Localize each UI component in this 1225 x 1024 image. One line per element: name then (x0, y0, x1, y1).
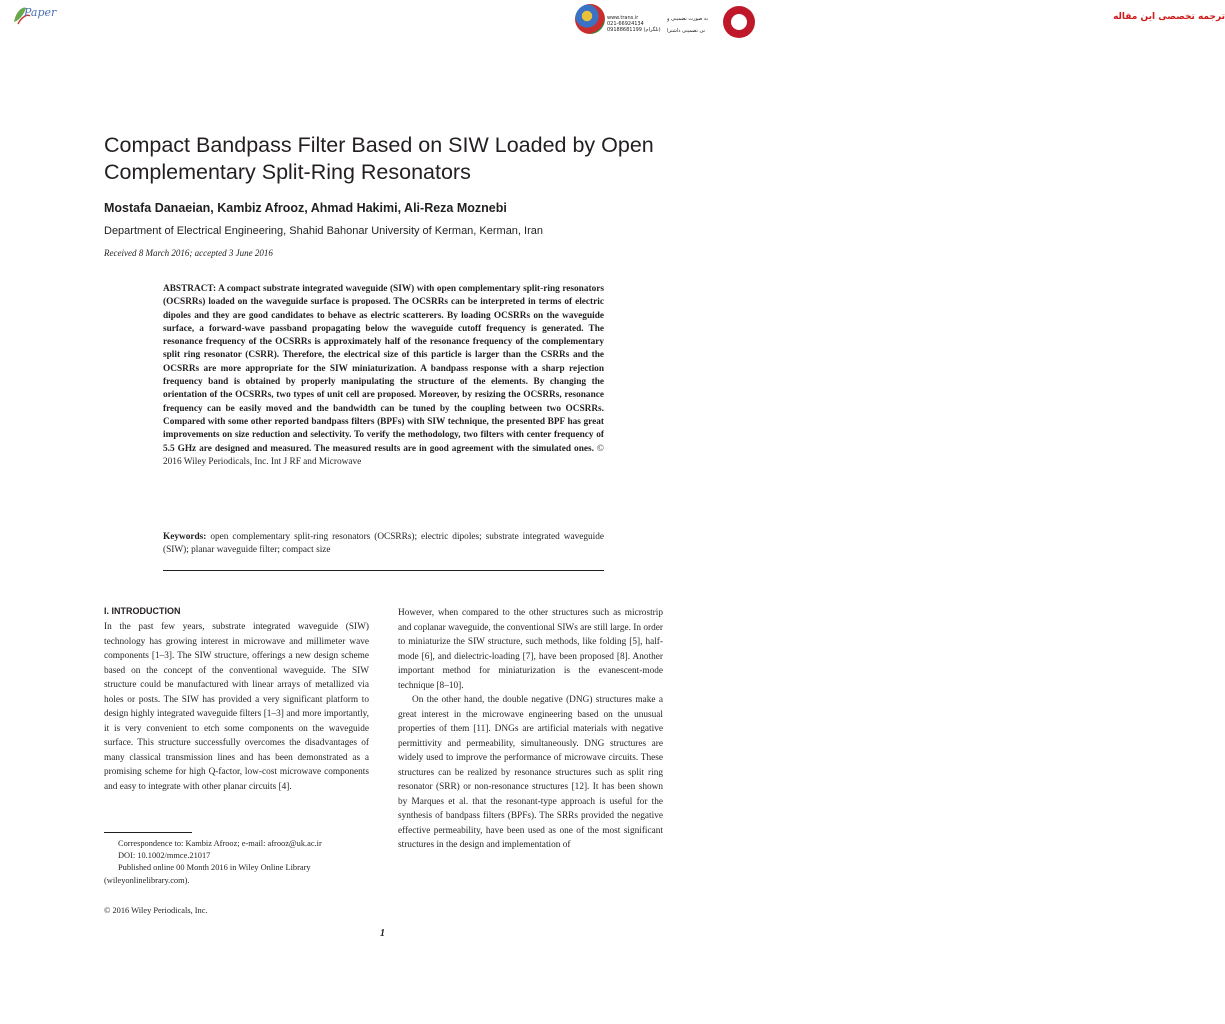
left-column (104, 620, 369, 794)
copyright: © 2016 Wiley Periodicals, Inc. (104, 906, 208, 915)
footnote-published: Published online 00 Month 2016 in Wiley Online Library (wileyonlinelibrary.com). (104, 863, 311, 885)
paragraph: In the past few years, substrate integrated waveguide (SIW) technology has growing interest in microwave and millimeter wave components [1–3]. The SIW structure, offerings a new design scheme based on the concept of the conventional waveguide. The SIW structure could be manufactured with linear arrays of metallized via holes or posts. The SIW has provided a very significant platform to design highly integrated waveguide filters [1–3] and more importantly, it is very convenient to etch some components on the waveguide surface. This structure successfully overcomes the disadvantages of many classical transmission lines and has been demonstrated as a promising scheme for high Q-factor, low-cost microwave components and easy to integrate with other planar circuits [4]. (104, 622, 369, 792)
translation-ad[interactable] (575, 2, 1225, 48)
abstract (163, 283, 604, 469)
paragraph: On the other hand, the double negative (DNG) structures make a great interest in the microwave engineering based on the unusual properties of them [11]. DNGs are artificial materials with negative permittivity and permeability, simultaneously. DNG structures are widely used to improve the performance of microwave circuits. These structures can be realized by resonance structures such as split ring resonator (SRR) or non-resonance structures [12]. It has been shown by Marques et al. that the resonant-type approach is useful for the synthesis of bandpass filters (BPFs). The SRRs provided the negative effective permeability, have been used as one of the most significant structures in the design and implementation of (398, 695, 663, 850)
received-dates: Received 8 March 2016; accepted 3 June 2016 (104, 248, 273, 258)
ad-tag: نی تضمینی داشترا (667, 28, 706, 34)
abstract-text: ABSTRACT: A compact substrate integrated waveguide (SIW) with open complementary split-ring resonators (OCSRRs) loaded on the waveguide surface is proposed. The OCSRRs can be interpreted in terms of electric dipoles and they are good candidates to behave as electric scatterers. By loading OCSRRs on the waveguide surface, a forward-wave passband propagating below the waveguide cutoff frequency is generated. The resonance frequency of the OCSRRs is approximately half of the resonance frequency of the complementary split ring resonator (CSRR). Therefore, the electrical size of this particle is larger than the CSRRs and the OCSRRs are more appropriate for the SIW miniaturization. A bandpass response with a sharp rejection frequency band is obtained by properly manipulating the structure of the elements. By changing the orientation of the OCSRRs, two types of unit cell are proposed. Moreover, by resizing the OCSRRs, resonance frequency can be easily moved and the bandwidth can be tuned by the coupling between two OCSRRs. Compared with some other reported bandpass filters (BPFs) with SIW technique, the presented BPF has great improvements on size reduction and selectivity. To verify the methodology, two filters with center frequency of 5.5 GHz are designed and measured. The measured results are in good agreement with the simulated ones. (163, 284, 604, 454)
affiliation: Department of Electrical Engineering, Shahid Bahonar University of Kerman, Kerman, Iran (104, 225, 543, 237)
page-number: 1 (380, 928, 385, 939)
ad-contact-line: www.trans.ir (607, 15, 639, 21)
header-bar (0, 0, 1225, 60)
footnote-correspondence: Correspondence to: Kambiz Afrooz; e-mail: afrooz@uk.ac.ir (118, 839, 322, 848)
ad-contact-line: 09188681199 (تلگرام) (607, 27, 661, 33)
abstract-copyright: © 2016 Wiley Periodicals, Inc. Int J RF and Microwave (163, 443, 604, 467)
ad-contact (607, 15, 661, 33)
paper-logo (10, 2, 70, 28)
footnotes (104, 838, 369, 887)
globe-icon (575, 4, 605, 34)
paragraph: However, when compared to the other structures such as microstrip and coplanar waveguide, the conventional SIWs are still large. In order to miniaturize the SIW structure, such methods, like folding [5], half-mode [6], and dielectric-loading [7], have been proposed [8]. Another important method for miniaturization is the evanescent-mode technique [8–10]. (398, 608, 663, 691)
right-column (398, 606, 663, 853)
footnote-doi: DOI: 10.1002/mmce.21017 (118, 851, 211, 861)
brand-badge-icon (723, 6, 755, 38)
abstract-divider (163, 570, 604, 571)
section-heading: I. INTRODUCTION (104, 606, 181, 616)
authors: Mostafa Danaeian, Kambiz Afrooz, Ahmad Hakimi, Ali-Reza Moznebi (104, 201, 507, 215)
footnote-divider (104, 832, 192, 833)
ad-title: ترجمه تخصصی این مقاله (1113, 12, 1225, 22)
keywords (163, 531, 604, 558)
logo-text: Paper (24, 6, 57, 19)
ad-contact-line: 021-66924134 (607, 21, 644, 27)
ad-tag: به صورت تضمینی و (667, 16, 709, 22)
keywords-list: open complementary split-ring resonators (OCSRRs); electric dipoles; substrate integrated waveguide (SIW); planar waveguide filter; compact size (163, 532, 604, 556)
keywords-label: Keywords: (163, 532, 207, 542)
article-title: Compact Bandpass Filter Based on SIW Loaded by Open Complementary Split-Ring Resonators (104, 133, 654, 184)
